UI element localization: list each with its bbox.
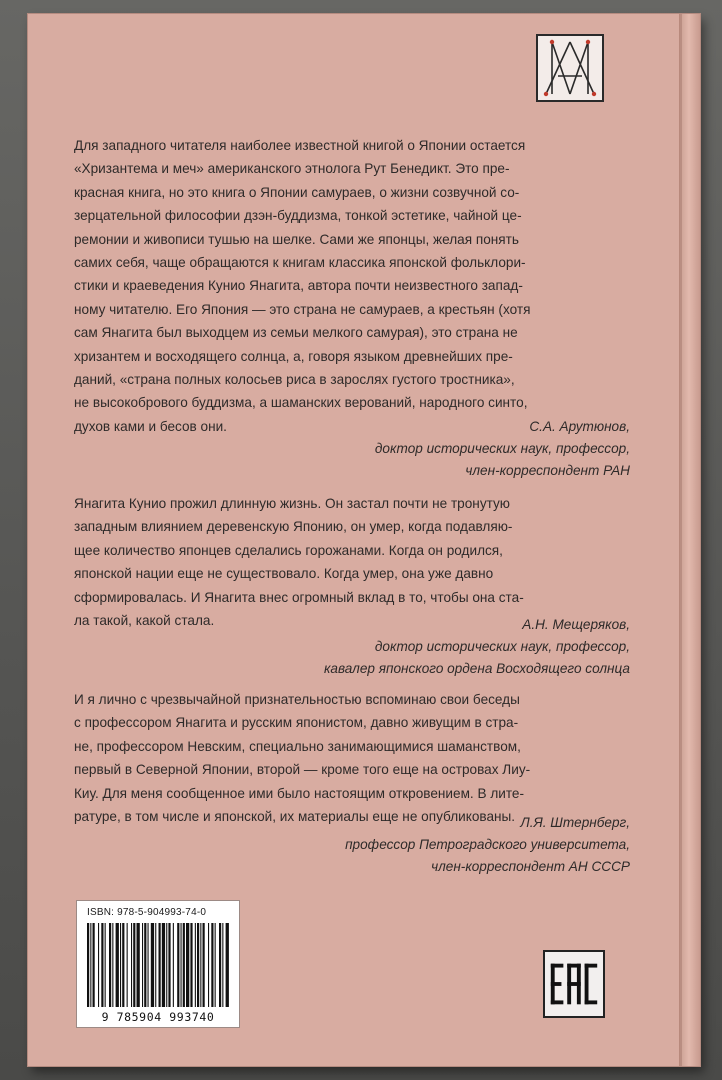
blurb-text-2: Янагита Кунио прожил длинную жизнь. Он застал почти не тронутую западным влиянием деревенскую Японию, он умер, когда подавляю- щее количество японцев сделались горожанами. Когда он родился, японской нации еще не существовало. Когда умер, она уже давно сформировалась. И Янагита внес огромный вклад в то, чтобы она ста- ла такой, какой стала. xyxy=(74,496,524,629)
isbn-label: ISBN: 978-5-904993-74-0 xyxy=(87,907,207,918)
barcode-bars xyxy=(85,923,231,1007)
blurb-text-3: И я лично с чрезвычайной признательностью вспоминаю свои беседы с профессором Янагита и русским японистом, давно живущим в стра- не, профессором Невским, специально занимающимися шаманством, первый в Северной Японии, второй — кроме того еще на островах Лиу- Киу. Для меня сообщенное ими было настоящим откровением. В лите- ратуре, в том числе и японской, их материалы еще не опубликованы. xyxy=(74,692,531,825)
attribution-1 xyxy=(170,416,630,482)
attribution-title-2: доктор исторических наук, профессор, xyxy=(374,639,630,654)
attribution-2 xyxy=(170,614,630,680)
blurb-paragraph-1 xyxy=(74,134,606,438)
attribution-title-3: профессор Петроградского университета, xyxy=(345,837,630,852)
barcode-digits: 9 785904 993740 xyxy=(101,1010,215,1024)
isbn-barcode xyxy=(76,900,240,1028)
attribution-rank-1: член-корреспондент РАН xyxy=(465,463,630,478)
book-spine-groove xyxy=(680,14,682,1066)
book-spine-edge xyxy=(679,14,700,1066)
attribution-name-3: Л.Я. Штернберг, xyxy=(520,815,630,830)
publisher-monogram-icon xyxy=(536,34,604,102)
blurb-text-1: Для западного читателя наиболее известной книгой о Японии остается «Хризантема и меч» американского этнолога Рут Бенедикт. Это пре- красная книга, но это книга о Японии самураев, о жизни созвучной со- зерцательной философии дзэн-буддизма, тонкой эстетике, чайной це- ремонии и живописи тушью на шелке. Сами же японцы, желая понять самих себя, чаще обращаются к книгам классика японской фольклори- стики и краеведения Кунио Янагита, автора почти неизвестного запад- ному читателю. Его Япония — это страна не самураев, а крестьян (хотя сам Янагита был выходцем из семьи мелкого самурая), это страна не хризантем и восходящего солнца, а, говоря языком древнейших пре- даний, «страна полных колосьев риса в зарослях густого тростника», не высокобрового буддизма, а шаманских верований, народного синто, духов ками и бесов они. xyxy=(74,138,531,434)
eac-conformity-mark-icon xyxy=(543,950,605,1018)
attribution-title-1: доктор исторических наук, профессор, xyxy=(374,441,630,456)
attribution-rank-3: член-корреспондент АН СССР xyxy=(431,859,630,874)
attribution-rank-2: кавалер японского ордена Восходящего солнца xyxy=(323,661,630,676)
attribution-3 xyxy=(170,812,630,878)
attribution-name-2: А.Н. Мещеряков, xyxy=(522,617,630,632)
blurb-paragraph-3 xyxy=(74,688,606,828)
attribution-name-1: С.А. Арутюнов, xyxy=(529,419,630,434)
blurb-paragraph-2 xyxy=(74,492,606,632)
